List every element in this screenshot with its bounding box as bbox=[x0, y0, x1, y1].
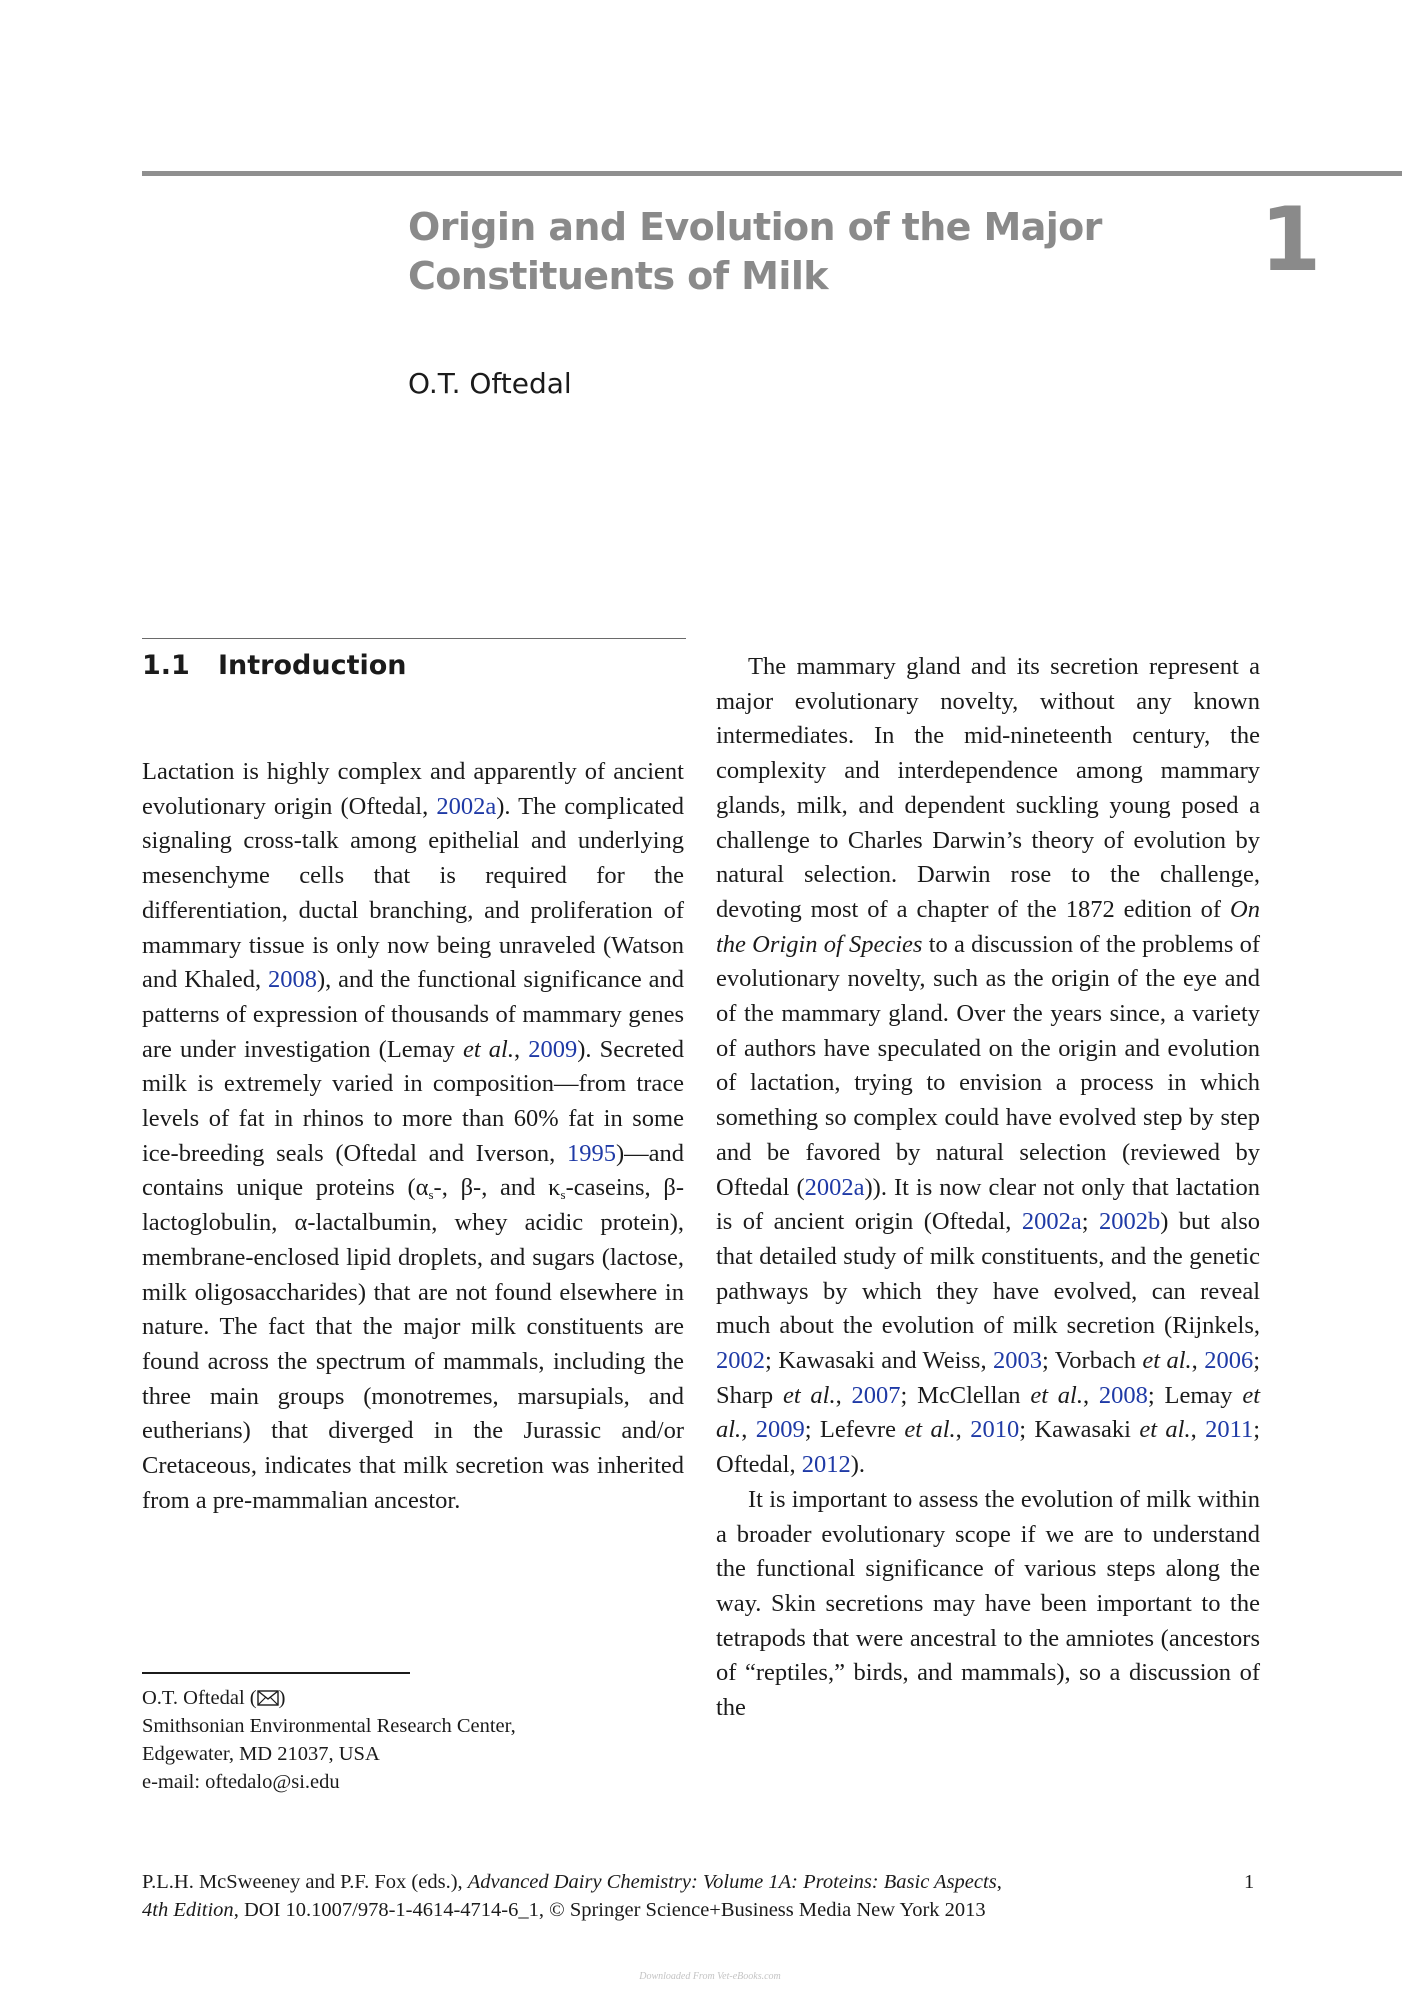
citation-link[interactable]: 2010 bbox=[970, 1416, 1020, 1444]
footnote-name-line bbox=[142, 1684, 682, 1712]
citation-link[interactable]: 2009 bbox=[528, 1035, 578, 1063]
text-run: ; Vorbach bbox=[1042, 1347, 1143, 1375]
citation-link[interactable]: 2003 bbox=[993, 1347, 1042, 1375]
citation-link[interactable]: 2002a bbox=[804, 1173, 865, 1201]
citation-link[interactable]: 2006 bbox=[1204, 1347, 1254, 1375]
watermark: Downloaded From Vet-eBooks.com bbox=[639, 1971, 781, 1982]
text-run: , bbox=[1083, 1381, 1099, 1409]
text-run: , DOI 10.1007/978-1-4614-4714-6_1, © Springer Science+Business Media New York 2013 bbox=[233, 1899, 986, 1921]
citation-link[interactable]: 2002 bbox=[716, 1347, 765, 1375]
text-run: ; Sharp bbox=[716, 1347, 1260, 1409]
book-title-text: On the Origin of Species bbox=[716, 895, 1260, 958]
text-run: )). It is now clear not only that lactation is of ancient origin (Oftedal, bbox=[716, 1173, 1260, 1236]
section-heading bbox=[142, 648, 407, 684]
intro-paragraph-1 bbox=[142, 755, 684, 1518]
citation-link[interactable]: 1995 bbox=[566, 1139, 616, 1167]
edition-text: 4th Edition bbox=[142, 1899, 234, 1921]
subscript-s: s bbox=[560, 1187, 566, 1203]
left-column bbox=[142, 755, 684, 1518]
citation-link[interactable]: 2012 bbox=[801, 1451, 851, 1479]
citation-link[interactable]: 2002a bbox=[436, 792, 497, 820]
text-run: ). The complicated signaling cross-talk among epithelial and underlying mesenchyme cells that is required for the differentiation, ductal branching, and proliferation of mammary tissue is only now being unraveled (Watson and Khaled, bbox=[142, 792, 685, 994]
subscript-s: s bbox=[428, 1187, 434, 1203]
text-run: ), and the functional significance and patterns of expression of thousands of mammary genes are under investigation (Lemay bbox=[142, 966, 685, 1063]
text-run: P.L.H. McSweeney and P.F. Fox (eds.), bbox=[142, 1871, 468, 1893]
book-citation bbox=[142, 1868, 1142, 1924]
text-run: )—and contains unique proteins (α bbox=[142, 1139, 684, 1202]
et-al-text: et al. bbox=[1030, 1381, 1083, 1409]
text-run: ; Lefevre bbox=[804, 1416, 905, 1444]
citation-link[interactable]: 2007 bbox=[851, 1381, 901, 1409]
citation-link[interactable]: 2002a bbox=[1021, 1208, 1082, 1236]
text-run: to a discussion of the problems of evolutionary novelty, such as the origin of the eye and of the mammary gland. Over the years since, a variety of authors have speculated on the origin and evolution of lactation, trying to envision a process in which something so complex could have evolved step by step and be favored by natural selection (reviewed by Oftedal ( bbox=[716, 930, 1260, 1201]
citation-link[interactable]: 2002b bbox=[1098, 1208, 1161, 1236]
text-run: Lactation is highly complex and apparently of ancient evolutionary origin (Oftedal, bbox=[142, 758, 684, 820]
text-run: ; McClellan bbox=[900, 1381, 1031, 1409]
text-run: ). bbox=[850, 1451, 866, 1479]
section-number: 1.1 bbox=[142, 650, 190, 681]
citation-link[interactable]: 2011 bbox=[1205, 1416, 1254, 1444]
text-run: -, β-, and κ bbox=[433, 1174, 561, 1202]
page-number: 1 bbox=[1244, 1871, 1255, 1893]
chapter-author: O.T. Oftedal bbox=[408, 367, 572, 400]
et-al-text: et al. bbox=[1139, 1416, 1191, 1444]
author-footnote bbox=[142, 1684, 682, 1796]
footnote-affiliation: Smithsonian Environmental Research Center, bbox=[142, 1715, 516, 1737]
text-run: , bbox=[1190, 1416, 1206, 1444]
citation-line-1 bbox=[142, 1868, 1142, 1896]
paren: ( bbox=[249, 1687, 257, 1709]
text-run: ; bbox=[1081, 1208, 1099, 1236]
envelope-icon[interactable] bbox=[257, 1686, 279, 1702]
book-title-text: Advanced Dairy Chemistry: Volume 1A: Proteins: Basic Aspects bbox=[467, 1871, 997, 1893]
footnote-rule bbox=[142, 1672, 410, 1674]
text-run: , bbox=[741, 1416, 756, 1444]
citation-line-2 bbox=[142, 1896, 1142, 1924]
text-run: , bbox=[1191, 1347, 1205, 1375]
citation-link[interactable]: 2008 bbox=[268, 966, 317, 994]
text-run: ; Kawasaki and Weiss, bbox=[765, 1347, 993, 1375]
paren: ) bbox=[278, 1687, 286, 1709]
text-run: ; Kawasaki bbox=[1019, 1416, 1140, 1444]
chapter-title bbox=[408, 203, 1168, 301]
chapter-number: 1 bbox=[1260, 188, 1322, 291]
footnote-email[interactable]: e-mail: oftedalo@si.edu bbox=[142, 1771, 340, 1793]
chapter-title-line-2: Constituents of Milk bbox=[408, 254, 828, 298]
section-title: Introduction bbox=[218, 650, 407, 681]
et-al-text: et al. bbox=[782, 1381, 836, 1409]
chapter-top-rule bbox=[142, 171, 1402, 176]
text-run: ; Oftedal, bbox=[716, 1416, 1261, 1479]
text-run: ). Secreted milk is extremely varied in composition—from trace levels of fat in rhinos to more than 60% fat in some ice-breeding seals (Oftedal and Iverson, bbox=[142, 1035, 685, 1167]
footnote-address: Edgewater, MD 21037, USA bbox=[142, 1743, 380, 1765]
intro-paragraph-2 bbox=[716, 650, 1260, 1483]
text-run: , bbox=[835, 1381, 852, 1409]
text-run: The mammary gland and its secretion represent a major evolutionary novelty, without any known intermediates. In the mid-nineteenth century, the complexity and interdependence among mammary glands, milk, and dependent suckling young posed a challenge to Charles Darwin’s theory of evolution by natural selection. Darwin rose to the challenge, devoting most of a chapter of the 1872 edition of bbox=[716, 653, 1260, 923]
et-al-text: et al. bbox=[1142, 1347, 1192, 1375]
right-column bbox=[716, 650, 1260, 1726]
et-al-text: et al. bbox=[716, 1381, 1261, 1444]
chapter-title-line-1: Origin and Evolution of the Major bbox=[408, 205, 1102, 249]
citation-link[interactable]: 2008 bbox=[1098, 1381, 1148, 1409]
et-al-text: et al. bbox=[904, 1416, 956, 1444]
et-al-text: et al. bbox=[462, 1035, 514, 1063]
intro-paragraph-3: It is important to assess the evolution of milk within a broader evolutionary scope if we are to understand the functional significance of various steps along the way. Skin secretions may have been important to the tetrapods that were ancestral to the amniotes (ancestors of “reptiles,” birds, and mammals), so a discussion of the bbox=[716, 1485, 1260, 1722]
text-run: -caseins, β-lactoglobulin, α-lactalbumin, whey acidic protein), membrane-enclosed lipid droplets, and sugars (lactose, milk oligosaccharides) that are not found elsewhere in nature. The fact that the major milk constituents are found across the spectrum of mammals, including the three main groups (monotremes, marsupials, and eutherians) that diverged in the Jurassic and/or Cretaceous, indicates that milk secretion was inherited from a pre-mammalian ancestor. bbox=[142, 1174, 684, 1514]
text-run: , bbox=[955, 1416, 971, 1444]
text-run: ) but also that detailed study of milk constituents, and the genetic pathways by which they have evolved, can reveal much about the evolution of milk secretion (Rijnkels, bbox=[716, 1208, 1260, 1340]
text-run: , bbox=[513, 1035, 529, 1063]
text-run: , bbox=[996, 1871, 1002, 1893]
footnote-author-name: O.T. Oftedal bbox=[142, 1687, 245, 1709]
text-run: ; Lemay bbox=[1147, 1381, 1243, 1409]
section-rule bbox=[142, 638, 686, 639]
citation-link[interactable]: 2009 bbox=[755, 1416, 805, 1444]
